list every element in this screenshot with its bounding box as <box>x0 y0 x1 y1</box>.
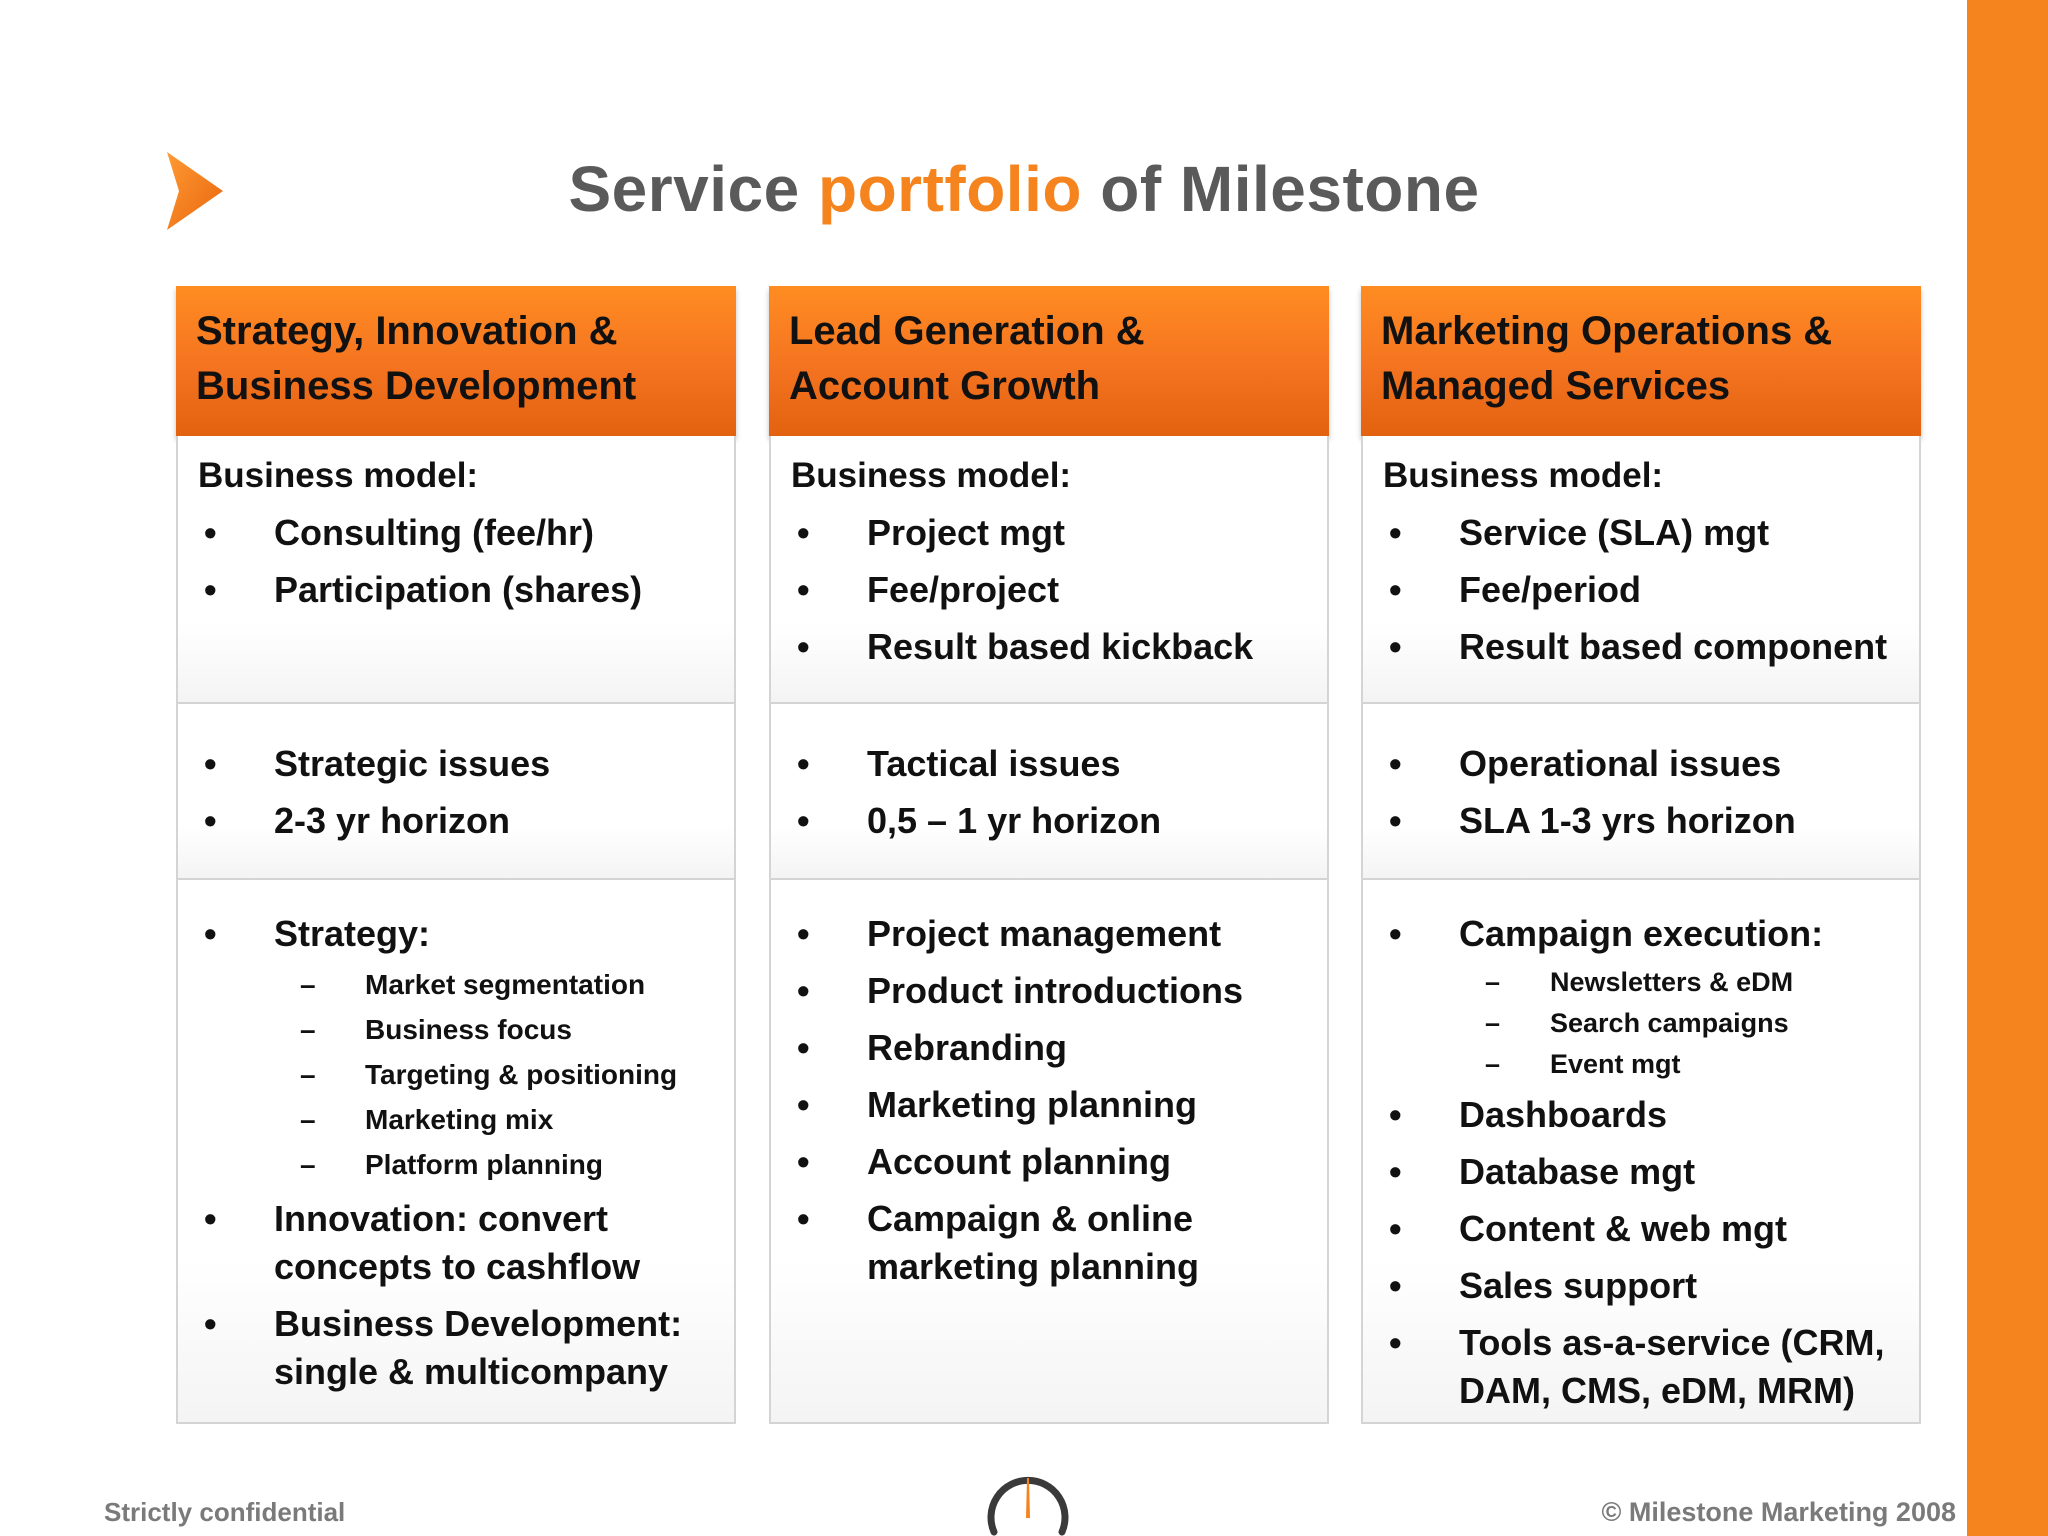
header-line: Business Development <box>196 364 637 408</box>
business-model-section <box>1361 436 1921 704</box>
list-item: • Sales support <box>1363 1262 1919 1310</box>
sub-list-item: – Targeting & positioning <box>178 1052 734 1097</box>
header-line: Strategy, Innovation & <box>196 309 618 353</box>
business-model-label: Business model: <box>1383 456 1664 495</box>
item-line: • Tools as-a-service (CRM, <box>1459 1322 1885 1363</box>
column-lead-generation <box>769 286 1329 1424</box>
strategy-sublist <box>178 962 734 1187</box>
sub-list-item: – Marketing mix <box>178 1097 734 1142</box>
title-accent-word: portfolio <box>817 153 1082 225</box>
list-item: • Consulting (fee/hr) <box>178 509 734 557</box>
sub-list-item: – Platform planning <box>178 1142 734 1187</box>
campaign-sublist <box>1363 962 1919 1085</box>
business-model-label: Business model: <box>198 456 479 495</box>
title-part-1: Service <box>568 153 818 225</box>
item-line: DAM, CMS, eDM, MRM) <box>1459 1370 1855 1411</box>
list-item: • Operational issues <box>1363 740 1919 788</box>
item-line: single & multicompany <box>274 1351 669 1392</box>
issues-list <box>771 740 1327 845</box>
list-item <box>771 1195 1327 1291</box>
column-strategy <box>176 286 736 1424</box>
header-line: Managed Services <box>1381 364 1731 408</box>
orange-side-band <box>1967 0 2048 1536</box>
services-list <box>771 910 1327 1291</box>
sub-list-item: – Market segmentation <box>178 962 734 1007</box>
item-line: • Innovation: convert <box>274 1198 609 1239</box>
issues-section <box>176 704 736 880</box>
list-item: • Result based kickback <box>771 623 1327 671</box>
issues-list <box>178 740 734 845</box>
business-model-list <box>178 509 734 614</box>
list-item: • 0,5 – 1 yr horizon <box>771 797 1327 845</box>
sub-list-item: – Event mgt <box>1363 1044 1919 1085</box>
list-item: • SLA 1-3 yrs horizon <box>1363 797 1919 845</box>
list-item: • Dashboards <box>1363 1091 1919 1139</box>
services-section <box>1361 880 1921 1424</box>
list-item <box>1363 1319 1919 1415</box>
list-item: • Marketing planning <box>771 1081 1327 1129</box>
list-item: • Fee/period <box>1363 566 1919 614</box>
list-item: • Rebranding <box>771 1024 1327 1072</box>
list-item: • Participation (shares) <box>178 566 734 614</box>
list-item: • Campaign execution: <box>1363 910 1919 958</box>
milestone-gauge-logo-icon <box>985 1458 1071 1536</box>
services-list-continued <box>1363 1091 1919 1415</box>
header-line: Lead Generation & <box>789 309 1145 353</box>
header-line: Marketing Operations & <box>1381 309 1833 353</box>
list-item: • Project management <box>771 910 1327 958</box>
column-marketing-operations <box>1361 286 1921 1424</box>
list-item: • Account planning <box>771 1138 1327 1186</box>
list-item: • Strategic issues <box>178 740 734 788</box>
column-header <box>1361 286 1921 436</box>
list-item <box>178 1195 734 1291</box>
item-line: • Business Development: <box>274 1303 683 1344</box>
services-list-continued <box>178 1195 734 1396</box>
page-title <box>0 152 2048 226</box>
list-item: • Tactical issues <box>771 740 1327 788</box>
list-item: • Project mgt <box>771 509 1327 557</box>
footer-copyright: © Milestone Marketing 2008 <box>1601 1497 1956 1527</box>
services-section <box>176 880 736 1424</box>
services-list <box>1363 910 1919 958</box>
issues-section <box>1361 704 1921 880</box>
header-line: Account Growth <box>789 364 1101 408</box>
business-model-section <box>176 436 736 704</box>
list-item: • Product introductions <box>771 967 1327 1015</box>
column-header <box>769 286 1329 436</box>
column-header <box>176 286 736 436</box>
item-line: concepts to cashflow <box>274 1246 641 1287</box>
list-item: • 2-3 yr horizon <box>178 797 734 845</box>
item-line: • Campaign & online <box>867 1198 1194 1239</box>
issues-section <box>769 704 1329 880</box>
issues-list <box>1363 740 1919 845</box>
list-item <box>178 1300 734 1396</box>
business-model-label: Business model: <box>791 456 1072 495</box>
list-item: • Service (SLA) mgt <box>1363 509 1919 557</box>
list-item: • Fee/project <box>771 566 1327 614</box>
list-item: • Content & web mgt <box>1363 1205 1919 1253</box>
list-item: • Strategy: <box>178 910 734 958</box>
list-item: • Result based component <box>1363 623 1919 671</box>
services-list <box>178 910 734 958</box>
business-model-list <box>771 509 1327 671</box>
business-model-list <box>1363 509 1919 671</box>
sub-list-item: – Newsletters & eDM <box>1363 962 1919 1003</box>
title-part-2: of Milestone <box>1081 153 1480 225</box>
sub-list-item: – Search campaigns <box>1363 1003 1919 1044</box>
list-item: • Database mgt <box>1363 1148 1919 1196</box>
sub-list-item: – Business focus <box>178 1007 734 1052</box>
item-line: marketing planning <box>867 1246 1200 1287</box>
services-section <box>769 880 1329 1424</box>
footer-confidential: Strictly confidential <box>104 1497 346 1527</box>
business-model-section <box>769 436 1329 704</box>
